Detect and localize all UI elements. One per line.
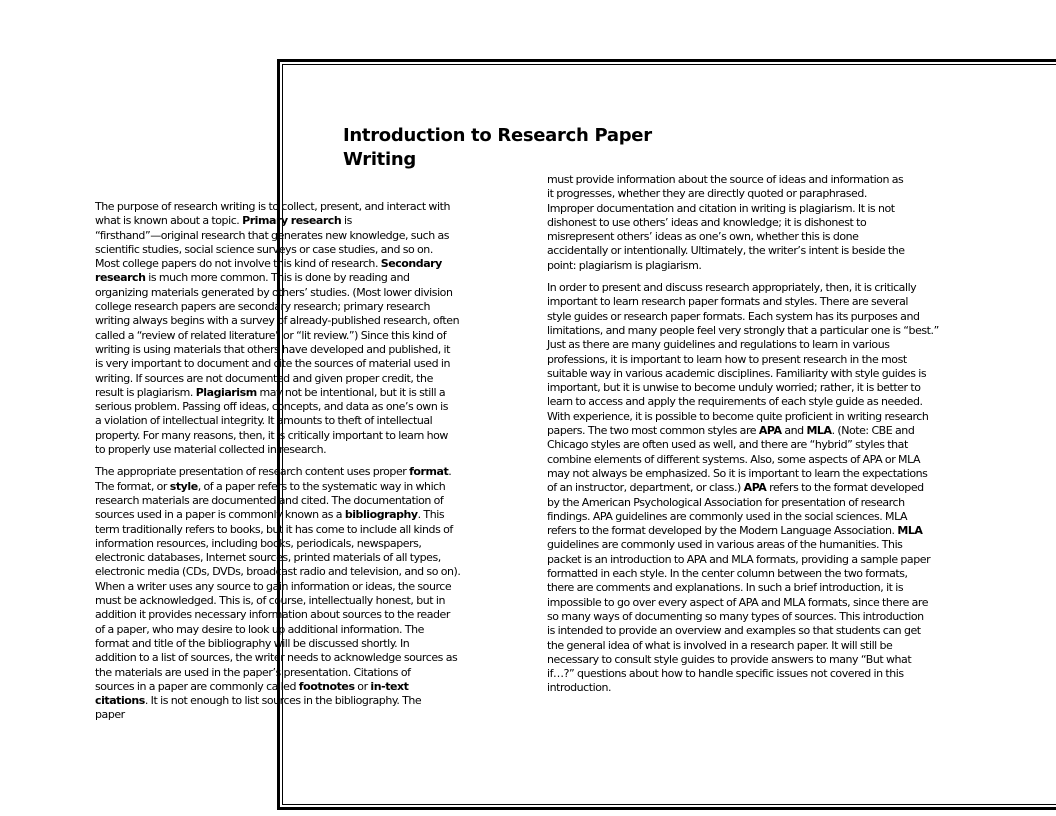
text-line: papers. The two most common styles are APA and MLA. (Note: CBE and — [547, 424, 915, 438]
text-line: writing is using materials that others have developed and published, it — [95, 342, 451, 356]
text-line: may not always be emphasized. So it is important to learn the expectations — [547, 466, 928, 480]
text-line: format and title of the bibliography will be discussed shortly. In — [95, 636, 410, 650]
bold-term: in-text — [370, 679, 409, 693]
bold-term: Primary research — [242, 214, 342, 228]
text-line: result is plagiarism. Plagiarism may not be intentional, but it is still a — [95, 385, 446, 399]
bold-term: APA — [758, 424, 782, 438]
text-line: learn to access and apply the requirements of each style guide as needed. — [547, 395, 923, 409]
bold-term: APA — [743, 481, 767, 495]
title-line-2: Writing — [343, 149, 416, 170]
text-line: combine elements of different systems. Also, some aspects of APA or MLA — [547, 452, 921, 466]
left-paragraph-1 — [95, 200, 485, 457]
text-line: the materials are used in the paper’s presentation. Citations of — [95, 665, 411, 679]
left-paragraph-2 — [95, 465, 485, 722]
text-line: college research papers are secondary research; primary research — [95, 300, 431, 314]
text-line: by the American Psychological Association for presentation of research — [547, 495, 905, 509]
text-line: sources used in a paper is commonly known as a bibliography. This — [95, 508, 445, 522]
bold-term: style — [169, 479, 198, 493]
text-line: paper — [95, 708, 125, 722]
text-line: property. For many reasons, then, it is critically important to learn how — [95, 428, 448, 442]
text-line: impossible to go over every aspect of APA and MLA formats, since there are — [547, 595, 929, 609]
text-line: writing. If sources are not documented and given proper credit, the — [95, 371, 433, 385]
text-line: accidentally or intentionally. Ultimately, the writer’s intent is beside the — [547, 244, 905, 258]
right-paragraph-2 — [547, 281, 967, 696]
right-text-column — [547, 173, 967, 704]
text-line: there are comments and explanations. In such a brief introduction, it is — [547, 581, 904, 595]
bold-term: citations — [95, 694, 145, 708]
text-line: limitations, and many people feel very strongly that a particular one is “best.” — [547, 323, 939, 337]
bold-term: Secondary — [380, 257, 442, 271]
text-line: information resources, including books, periodicals, newspapers, — [95, 536, 422, 550]
text-line: guidelines are commonly used in various areas of the humanities. This — [547, 538, 903, 552]
text-line: is intended to provide an overview and examples so that students can get — [547, 624, 921, 638]
text-line: style guides or research paper formats. Each system has its purposes and — [547, 309, 920, 323]
text-line: Most college papers do not involve this kind of research. Secondary — [95, 257, 442, 271]
bold-term: Plagiarism — [195, 385, 257, 399]
text-line: When a writer uses any source to gain information or ideas, the source — [95, 579, 452, 593]
text-line: to properly use material collected in research. — [95, 443, 327, 457]
text-line: sources in a paper are commonly called footnotes or in-text — [95, 679, 409, 693]
text-line: point: plagiarism is plagiarism. — [547, 258, 702, 272]
bold-term: MLA — [897, 524, 923, 538]
text-line: research materials are documented and cited. The documentation of — [95, 493, 444, 507]
bold-term: format — [409, 465, 449, 479]
text-line: serious problem. Passing off ideas, concepts, and data as one’s own is — [95, 400, 448, 414]
bold-term: bibliography — [344, 508, 418, 522]
text-line: of a paper, who may desire to look up additional information. The — [95, 622, 424, 636]
text-line: of an instructor, department, or class.) APA refers to the format developed — [547, 481, 924, 495]
text-line: Just as there are many guidelines and regulations to learn in various — [547, 338, 890, 352]
text-line: dishonest to use others’ ideas and knowledge; it is dishonest to — [547, 215, 867, 229]
right-paragraph-1 — [547, 173, 967, 273]
text-line: addition to a list of sources, the writer needs to acknowledge sources as — [95, 651, 458, 665]
text-line: a violation of intellectual integrity. It amounts to theft of intellectual — [95, 414, 433, 428]
text-line: The purpose of research writing is to collect, present, and interact with — [95, 200, 450, 213]
left-text-column — [95, 200, 485, 731]
text-line: writing always begins with a survey of already-published research, often — [95, 314, 460, 328]
text-line: important to learn research paper formats and styles. There are several — [547, 295, 908, 309]
text-line: introduction. — [547, 681, 612, 695]
bold-term: MLA — [806, 424, 832, 438]
text-line: if…?” questions about how to handle specific issues not covered in this — [547, 667, 904, 681]
text-line: formatted in each style. In the center column between the two formats, — [547, 567, 908, 581]
text-line: scientific studies, social science surveys or case studies, and so on. — [95, 242, 433, 256]
text-line: necessary to consult style guides to provide answers to many “But what — [547, 652, 912, 666]
text-line: what is known about a topic. Primary research is — [95, 214, 352, 228]
bold-term: research — [95, 271, 146, 285]
bold-term: footnotes — [298, 679, 355, 693]
text-line: refers to the format developed by the Modern Language Association. MLA — [547, 524, 923, 538]
text-line: term traditionally refers to books, but it has come to include all kinds of — [95, 522, 453, 536]
text-line: findings. APA guidelines are commonly used in the social sciences. MLA — [547, 509, 908, 523]
text-line: research is much more common. This is done by reading and — [95, 271, 410, 285]
text-line: The format, or style, of a paper refers to the systematic way in which — [95, 479, 446, 493]
text-line: electronic databases, Internet sources, printed materials of all types, — [95, 551, 441, 565]
text-line: With experience, it is possible to become quite proficient in writing research — [547, 409, 929, 423]
text-line: electronic media (CDs, DVDs, broadcast radio and television, and so on). — [95, 565, 461, 579]
text-line: The appropriate presentation of research content uses proper format. — [95, 465, 452, 479]
text-line: professions, it is important to learn how to present research in the most — [547, 352, 907, 366]
text-line: packet is an introduction to APA and MLA formats, providing a sample paper — [547, 552, 931, 566]
text-line: Chicago styles are often used as well, and there are “hybrid” styles that — [547, 438, 908, 452]
text-line: In order to present and discuss research appropriately, then, it is critically — [547, 281, 917, 295]
text-line: important, but it is unwise to become unduly worried; rather, it is better to — [547, 381, 921, 395]
text-line: citations. It is not enough to list sources in the bibliography. The — [95, 694, 422, 708]
text-line: suitable way in various academic disciplines. Familiarity with style guides is — [547, 366, 927, 380]
text-line: must be acknowledged. This is, of course, intellectually honest, but in — [95, 594, 445, 608]
text-line: Improper documentation and citation in writing is plagiarism. It is not — [547, 201, 895, 215]
title-line-1: Introduction to Research Paper — [343, 125, 652, 146]
text-line: the general idea of what is involved in a research paper. It will still be — [547, 638, 893, 652]
text-line: must provide information about the source of ideas and information as — [547, 173, 904, 186]
text-line: organizing materials generated by others’ studies. (Most lower division — [95, 285, 453, 299]
text-line: called a “review of related literature” or “lit review.”) Since this kind of — [95, 328, 447, 342]
text-line: addition it provides necessary information about sources to the reader — [95, 608, 450, 622]
text-line: so many ways of documenting so many types of sources. This introduction — [547, 609, 924, 623]
text-line: it progresses, whether they are directly quoted or paraphrased. — [547, 187, 867, 201]
text-line: “firsthand”—original research that generates new knowledge, such as — [95, 228, 450, 242]
text-line: misrepresent others’ ideas as one’s own, whether this is done — [547, 230, 859, 244]
text-line: is very important to document and cite the sources of material used in — [95, 357, 451, 371]
document-title — [343, 124, 683, 172]
